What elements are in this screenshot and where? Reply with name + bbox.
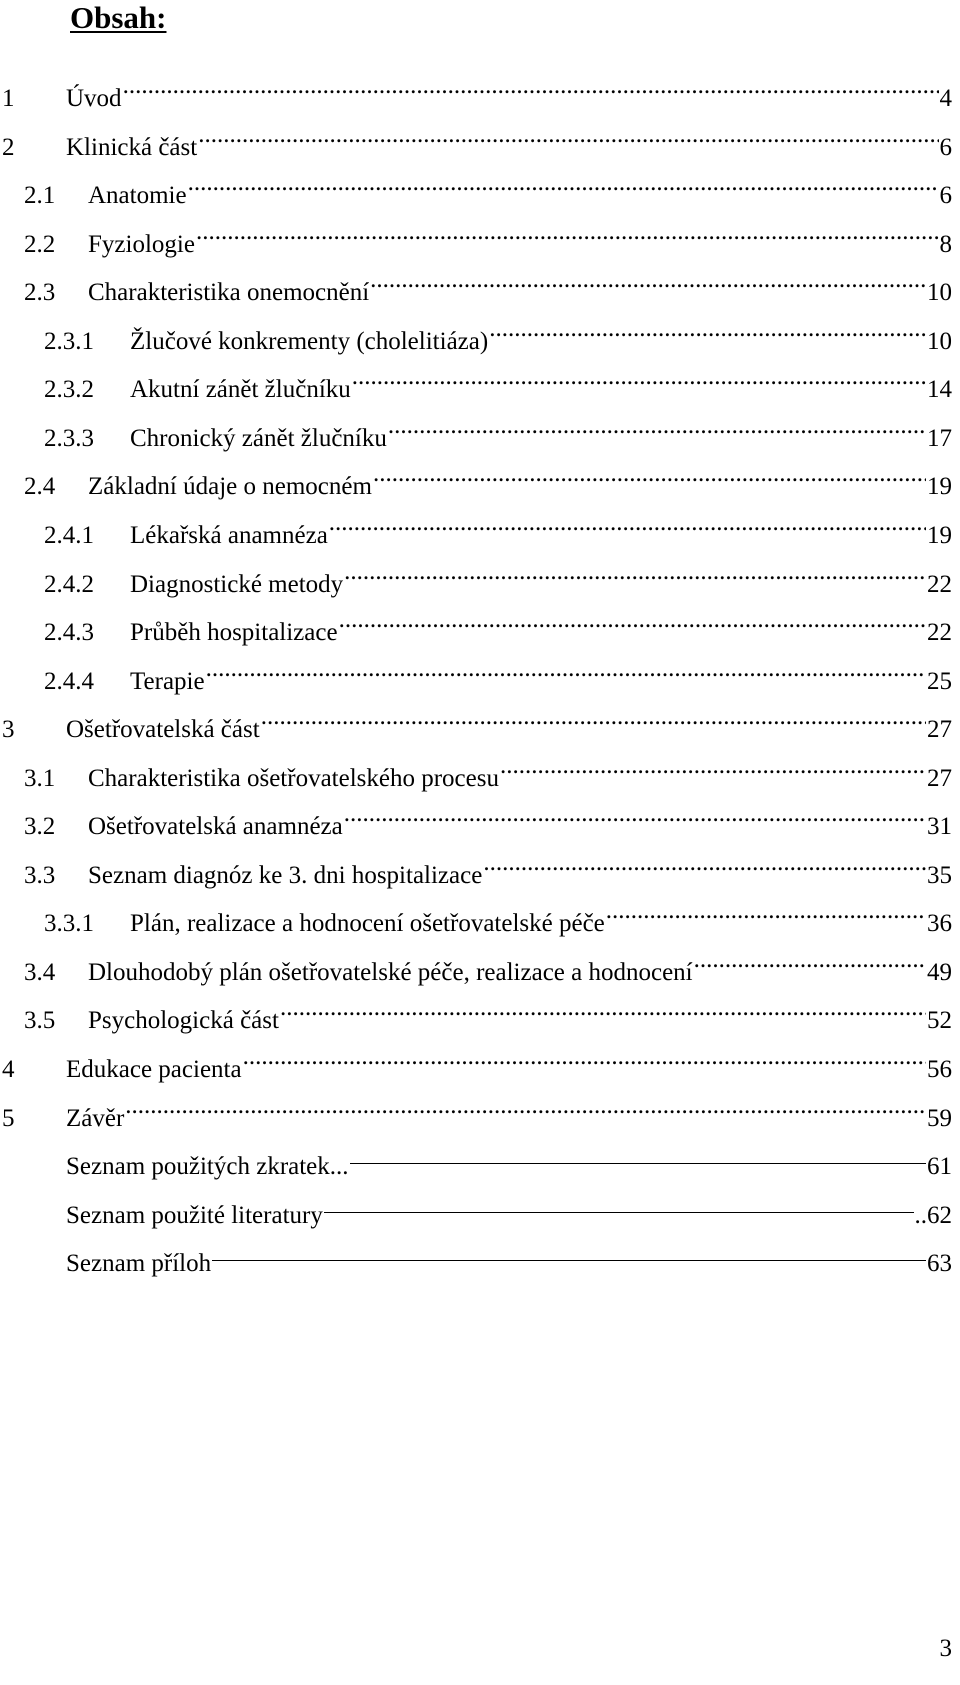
toc-entry[interactable] bbox=[24, 212, 952, 258]
toc-entry-number: 3.1 bbox=[24, 764, 56, 792]
page-title: Obsah: bbox=[70, 0, 167, 35]
toc-entry-page: 59 bbox=[927, 1104, 952, 1132]
toc-entry[interactable] bbox=[24, 843, 952, 889]
toc-entry-number: 2.4.4 bbox=[44, 667, 94, 695]
toc-entry-number: 2.3.1 bbox=[44, 327, 94, 355]
toc-entry[interactable] bbox=[24, 988, 952, 1035]
toc-entry-page: 10 bbox=[927, 327, 952, 355]
toc-entry-title: Ošetřovatelská anamnéza bbox=[88, 813, 343, 841]
toc-entry-title: Chronický zánět žlučníku bbox=[130, 424, 387, 452]
toc-entry-leader bbox=[694, 940, 926, 980]
page-number: 3 bbox=[939, 1635, 952, 1662]
toc-entry-number: 2.3.3 bbox=[44, 424, 94, 452]
toc-entry-title: Seznam použitých zkratek... bbox=[66, 1153, 349, 1181]
toc-entry-number: 2.4 bbox=[24, 473, 56, 501]
toc-entry-title: Klinická část bbox=[66, 133, 198, 161]
toc-entry-page: 27 bbox=[927, 764, 952, 792]
toc-entry-title: Fyziologie bbox=[88, 230, 195, 258]
toc-entry-page: 22 bbox=[927, 570, 952, 598]
toc-entry-page: 49 bbox=[927, 958, 952, 986]
toc-entry[interactable] bbox=[44, 891, 952, 938]
toc-entry-leader bbox=[606, 891, 926, 931]
toc-entry-number: 3.4 bbox=[24, 958, 56, 986]
toc-entry-page: 35 bbox=[927, 861, 952, 889]
toc-entry-leader bbox=[123, 66, 939, 106]
toc-entry-leader bbox=[370, 260, 926, 300]
toc-entry-title: Seznam diagnóz ke 3. dni hospitalizace bbox=[88, 861, 483, 889]
toc-entry-leader bbox=[339, 600, 926, 640]
toc-entry-number: 2.4.2 bbox=[44, 570, 94, 598]
toc-entry-title: Ošetřovatelská část bbox=[66, 716, 260, 744]
toc-entry[interactable] bbox=[66, 1183, 952, 1229]
toc-entry-page: 27 bbox=[927, 716, 952, 744]
toc-entry[interactable] bbox=[24, 163, 952, 210]
toc-entry-title: Seznam použité literatury bbox=[66, 1201, 323, 1229]
toc-entry-title: Závěr bbox=[66, 1104, 125, 1132]
toc-entry[interactable] bbox=[2, 66, 952, 112]
toc-entry-page: 10 bbox=[927, 279, 952, 307]
toc-entry-number: 3.5 bbox=[24, 1007, 56, 1035]
toc-entry-number: 2.4.3 bbox=[44, 619, 94, 647]
toc-entry-page: 4 bbox=[939, 85, 952, 112]
toc-entry-page: 52 bbox=[927, 1007, 952, 1035]
toc-entry-page: 8 bbox=[939, 230, 952, 258]
toc-entry-leader bbox=[324, 1183, 914, 1223]
toc-entry-number: 2.1 bbox=[24, 182, 56, 210]
toc-entry-leader bbox=[344, 794, 926, 834]
toc-entry-page: 25 bbox=[927, 667, 952, 695]
toc-entry-leader bbox=[350, 1134, 926, 1174]
toc-entry-number: 2.3 bbox=[24, 279, 56, 307]
toc-entry-leader bbox=[196, 212, 939, 252]
toc-entry[interactable] bbox=[2, 115, 952, 161]
toc-entry-page: 19 bbox=[927, 521, 952, 549]
toc-entry[interactable] bbox=[44, 309, 952, 355]
toc-entry-number: 2.2 bbox=[24, 230, 56, 258]
toc-entry[interactable] bbox=[44, 503, 952, 549]
toc-entry-leader bbox=[243, 1037, 926, 1077]
toc-entry-leader bbox=[206, 649, 926, 689]
toc-entry[interactable] bbox=[44, 600, 952, 647]
toc-entry-page: 31 bbox=[927, 813, 952, 841]
toc-entry-number: 4 bbox=[2, 1056, 15, 1083]
toc-entry-leader bbox=[352, 357, 926, 397]
toc-entry-number: 5 bbox=[2, 1104, 15, 1132]
toc-entry[interactable] bbox=[44, 406, 952, 452]
toc-entry-title: Edukace pacienta bbox=[66, 1056, 242, 1083]
toc-entry-leader bbox=[500, 746, 926, 786]
toc-entry-title: Žlučové konkrementy (cholelitiáza) bbox=[130, 327, 489, 355]
toc-entry-leader bbox=[212, 1231, 926, 1271]
toc-entry-leader bbox=[261, 697, 926, 737]
toc-entry-number: 3 bbox=[2, 716, 15, 744]
toc-entry[interactable] bbox=[24, 746, 952, 792]
toc-entry-number: 2.3.2 bbox=[44, 376, 94, 404]
toc-entry-number: 2 bbox=[2, 133, 15, 161]
toc-entry-leader bbox=[280, 988, 926, 1028]
toc-entry-number: 3.3 bbox=[24, 861, 56, 889]
toc-entry-page: 19 bbox=[927, 473, 952, 501]
toc-entry-title: Anatomie bbox=[88, 182, 187, 210]
toc-entry-leader bbox=[188, 163, 939, 203]
toc-entry-title: Základní údaje o nemocném bbox=[88, 473, 372, 501]
toc-entry-leader bbox=[125, 1086, 926, 1126]
toc-entry-leader bbox=[483, 843, 926, 883]
toc-entry-title: Diagnostické metody bbox=[130, 570, 344, 598]
toc-entry-page: 6 bbox=[939, 182, 952, 210]
toc-entry-title: Charakteristika onemocnění bbox=[88, 279, 370, 307]
toc-entry-leader bbox=[373, 454, 926, 494]
toc-entry-number: 3.2 bbox=[24, 813, 56, 841]
toc-entry-number: 3.3.1 bbox=[44, 910, 94, 938]
toc-entry-page: ..62 bbox=[914, 1201, 952, 1229]
toc-entry-title: Průběh hospitalizace bbox=[130, 619, 338, 647]
toc-entry-title: Psychologická část bbox=[88, 1007, 279, 1035]
toc-entry[interactable] bbox=[24, 940, 952, 986]
toc-entry-page: 17 bbox=[927, 424, 952, 452]
toc-entry[interactable] bbox=[2, 697, 952, 744]
toc-entry-leader bbox=[489, 309, 926, 349]
toc-entry-page: 22 bbox=[927, 619, 952, 647]
toc-entry-page: 61 bbox=[927, 1153, 952, 1181]
toc-entry[interactable] bbox=[44, 357, 952, 404]
toc-entry-page: 6 bbox=[939, 133, 952, 161]
toc-entry-leader bbox=[388, 406, 926, 446]
toc-entry[interactable] bbox=[24, 794, 952, 841]
toc-entry-leader bbox=[198, 115, 938, 155]
toc-entry[interactable] bbox=[2, 1037, 952, 1083]
toc-entry[interactable] bbox=[66, 1231, 952, 1278]
toc-entry-page: 36 bbox=[927, 910, 952, 938]
toc-entry-leader bbox=[344, 552, 926, 592]
toc-entry-title: Úvod bbox=[66, 85, 122, 112]
toc-entry-number: 1 bbox=[2, 85, 15, 112]
toc-entry-title: Seznam příloh bbox=[66, 1250, 212, 1278]
toc-entry-page: 63 bbox=[927, 1250, 952, 1278]
toc-entry-title: Akutní zánět žlučníku bbox=[130, 376, 351, 404]
toc-entry[interactable] bbox=[44, 552, 952, 598]
toc-entry-page: 14 bbox=[927, 376, 952, 404]
toc-entry-leader bbox=[329, 503, 926, 543]
toc-entry-title: Plán, realizace a hodnocení ošetřovatelské péče bbox=[130, 910, 605, 938]
toc-entry-number: 2.4.1 bbox=[44, 521, 94, 549]
toc-entry[interactable] bbox=[2, 1086, 952, 1132]
toc-entry-title: Dlouhodobý plán ošetřovatelské péče, realizace a hodnocení bbox=[88, 958, 693, 986]
toc-entry-page: 56 bbox=[927, 1056, 952, 1083]
toc-entry-title: Lékařská anamnéza bbox=[130, 521, 328, 549]
toc-entry-title: Charakteristika ošetřovatelského procesu bbox=[88, 764, 499, 792]
toc-entry-title: Terapie bbox=[130, 667, 205, 695]
toc-entry[interactable] bbox=[24, 454, 952, 501]
toc-entry[interactable] bbox=[44, 649, 952, 695]
toc-entry[interactable] bbox=[66, 1134, 952, 1181]
toc-entry[interactable] bbox=[24, 260, 952, 307]
